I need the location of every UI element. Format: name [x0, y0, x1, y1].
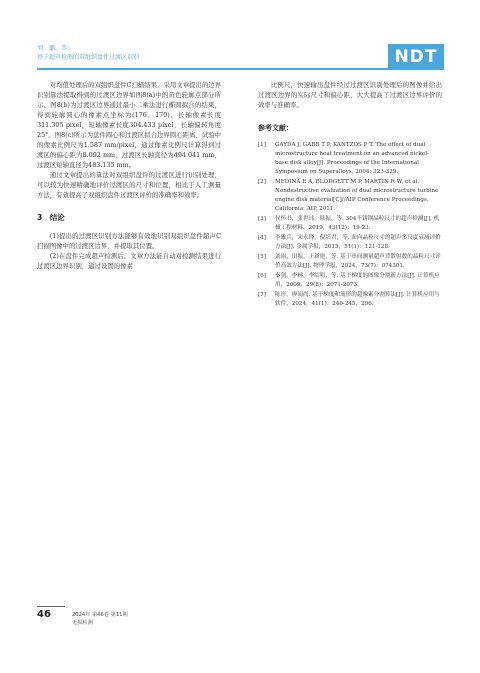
reference-item	[258, 178, 442, 214]
reference-number: [1]	[258, 142, 266, 148]
conclusion-item: (1)提出的过渡区识别方法能够有效地识别双组织盘件超声C扫描图像中的过渡区边界，并提取其位置。	[37, 232, 221, 250]
reference-text: GAYDA J, GABB T P, KANTZOS P T. The effect of dual microstructure heat treatment on an advanced nickel-base disk alloy[J]. Proceedings of the International Symposium on Superalloys, 2004: 323-329.	[275, 142, 429, 175]
reference-item	[258, 234, 442, 252]
reference-number: [4]	[258, 235, 266, 241]
reference-item	[258, 141, 442, 177]
reference-number: [3]	[258, 216, 266, 222]
reference-number: [7]	[258, 292, 266, 298]
reference-number: [5]	[258, 254, 266, 260]
body-paragraph: 对均值处理后的双组织盘件C扫描结果，采用文章提出的边界识别算法提取得到的过渡区边界如图8(a)中的黄色轮廓点部分所示。图8(b)为过渡区边界通过最小二乘法进行椭圆拟合的结果，得到轮廓圆心的像素点坐标为(176，170)，长轴像素长度311.305 pixel，短轴像素长度304.433 pixel，长轴偏转角度25°。图8(c)所示为盘件圆心和过渡区拟合边界圆心距离，试验中的像素比例尺为1.587 mm/pixel，通过像素比例尺计算得到过渡区的偏心距为8.092 mm，过渡区长轴直径为494.041 mm，过渡区短轴直径为483.135 mm。	[37, 81, 221, 169]
reference-item	[258, 215, 442, 233]
reference-list	[258, 141, 442, 309]
header-subtitle: 基于超声检测的双组织盘件过渡区识别	[37, 54, 140, 61]
reference-item	[258, 272, 442, 290]
reference-text: 刘雨，田振，王新艳，等. 基于串间测量超声背散射数的晶粒尺寸评价高效方法[J]. 物理学报，2024，73(7)：074301.	[275, 254, 441, 269]
running-header	[37, 44, 139, 62]
left-column	[37, 80, 221, 271]
conclusion-item: (2)在盘件完成超声检测后，文章方法能自动对检测结果进行过渡区边界识别，通过设置的像素	[37, 252, 221, 270]
page-number: 46	[37, 609, 51, 620]
reference-text: 陈形，廖闻尚. 基于梯度和流形的超像素分割算法[J]. 计算机应用与软件，2024，41(1)：240-245，296.	[275, 292, 440, 307]
reference-text: 秦剑，李林，李绍明，等. 基于梯度的图像分割新方法[J]. 计算机应用，2009，29(8)：2071-2073.	[275, 273, 440, 288]
journal-logo: NDT	[388, 44, 444, 70]
reference-item	[258, 291, 442, 309]
right-column	[258, 80, 442, 310]
journal-info	[72, 611, 128, 627]
references-title: 参考文献：	[258, 124, 293, 132]
reference-text: 侯怀书，张世玮，陆振，等. 304不锈钢晶粒尺寸的超声检测[J]. 机械工程材料，2019，43(12)：19-23.	[275, 216, 440, 231]
reference-text: 李雄兵，宋永锋，倪培君，等. 面向晶粒尺寸的超声多尺度衰减评价方法[J]. 金属学报，2015，51(1)：121-128.	[275, 235, 441, 250]
body-paragraph: 比例尺，快速输出盘件经过过渡区识别处理后的图像并给出过渡区边界的实际尺寸和偏心距，大大提高了过渡区边界评价的效率与准确率。	[258, 81, 442, 109]
reference-item	[258, 253, 442, 271]
reference-text: MEDINA E A, BLODGETT M P, MARTIN R W, et al. Nondestructive evaluation of dual microstructure turbine engine disk material[C]//AIP Conference Proceedings. California: AIP, 2011.	[275, 179, 439, 212]
footer-rule	[37, 606, 65, 607]
reference-number: [6]	[258, 273, 266, 279]
section-title: 3 结论	[37, 213, 65, 222]
header-rule	[37, 68, 389, 70]
reference-number: [2]	[258, 179, 266, 185]
journal-name: 无损检测	[72, 620, 93, 626]
body-paragraph: 通过文章提出的算法对双组织盘件的过渡区进行识别处理，可以较为快速精确地评价过渡区的尺寸和位置，相比于人工测量方法，有效提高了双组织盘件过渡区评价的准确率和效率。	[37, 171, 221, 199]
header-authors: 刘 璐，等：	[37, 45, 74, 52]
journal-issue: 2024年 第46卷 第11期	[72, 612, 128, 618]
